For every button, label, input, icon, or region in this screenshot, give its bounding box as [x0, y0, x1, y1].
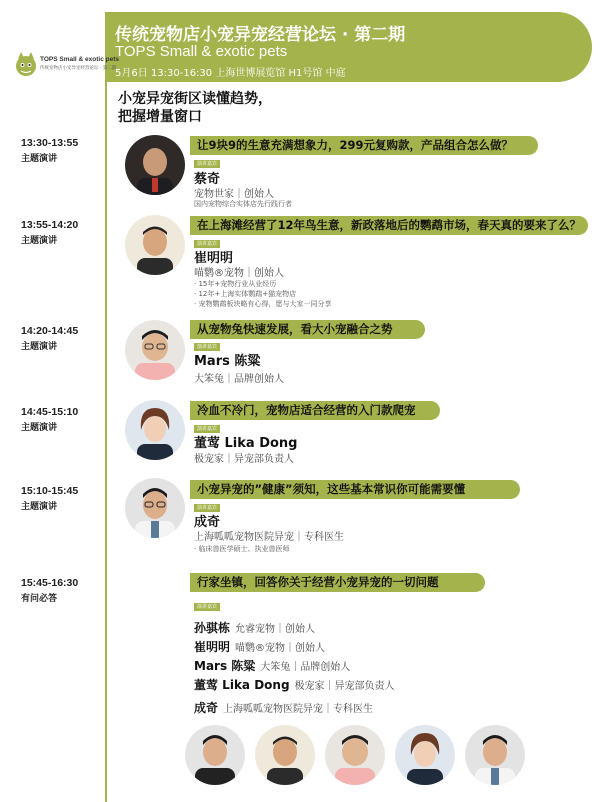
panel-member-name: 崔明明 [194, 640, 231, 654]
session-time: 15:10-15:45 [21, 485, 79, 497]
speaker-name: 成奇 [194, 515, 221, 530]
speaker-note: 国内宠物综合实体店先行践行者 [194, 200, 292, 208]
cat-mascot-icon [12, 50, 40, 78]
tops-logo [12, 44, 119, 84]
section-heading-line2: 把握增量窗口 [118, 109, 202, 125]
panel-member [194, 636, 325, 655]
section-heading-line1: 小宠异宠街区读懂趋势， [118, 91, 272, 107]
session-kind: 主题演讲 [21, 236, 58, 246]
session-topic: 小宠异宠的”健康”须知，这些基本常识你可能需要懂 [190, 480, 520, 499]
date-venue: 5月6日 13:30-16:30 上海世博展览馆 H1号馆 中庭 [115, 68, 346, 79]
panel-member-name: Mars 陈粱 [194, 659, 256, 673]
session-time: 14:45-15:10 [21, 406, 79, 418]
panel-member [194, 697, 373, 716]
speaker-role: 极宠家｜异宠部负责人 [194, 454, 294, 465]
panelist-photo [395, 725, 455, 785]
speaker-role: 大笨兔｜品牌创始人 [194, 374, 284, 385]
panel-member-role: 喵鹦®宠物｜创始人 [235, 643, 326, 654]
speaker-note: · 临床兽医学硕士、执业兽医师 [194, 545, 290, 553]
session-topic: 冷血不冷门，宠物店适合经营的入门款爬宠 [190, 401, 440, 420]
speaker-role: 宠物世家｜创始人 [194, 189, 274, 200]
speaker-name: 蔡奇 [194, 172, 221, 187]
panel-member-name: 董莺 Lika Dong [194, 678, 290, 692]
speaker-badge: 演讲嘉宾 [194, 240, 220, 248]
panel-member-role: 允睿宠物｜创始人 [235, 624, 316, 635]
session-kind: 主题演讲 [21, 342, 58, 352]
speaker-photo [125, 320, 185, 380]
speaker-name: 崔明明 [194, 251, 234, 266]
speaker-badge: 演讲嘉宾 [194, 343, 220, 351]
speaker-role: 上海呱呱宠物医院异宠｜专科医生 [194, 532, 344, 543]
panel-member-role: 大笨兔｜品牌创始人 [260, 662, 351, 673]
speaker-photo [125, 215, 185, 275]
panelist-photo [185, 725, 245, 785]
session-topic: 行家坐镇，回答你关于经营小宠异宠的一切问题 [190, 573, 485, 592]
session-time: 13:30-13:55 [21, 137, 79, 149]
speaker-note: · 宠物鹦鹉板块略有心得，愿与大家一同分享 [194, 300, 332, 308]
speaker-photo [125, 135, 185, 195]
session-time: 15:45-16:30 [21, 577, 79, 589]
panel-member [194, 674, 395, 693]
session-topic: 从宠物兔快速发展，看大小宠融合之势 [190, 320, 425, 339]
page-title: 传统宠物店小宠异宠经营论坛 · 第二期 [115, 25, 406, 45]
speaker-photo [125, 478, 185, 538]
panelist-photo [255, 725, 315, 785]
speaker-badge: 演讲嘉宾 [194, 425, 220, 433]
session-time: 14:20-14:45 [21, 325, 79, 337]
logo-text: TOPS Small & exotic pets [40, 56, 119, 63]
session-kind: 主题演讲 [21, 423, 58, 433]
panelist-photo [325, 725, 385, 785]
panelist-photo [465, 725, 525, 785]
speaker-name: Mars 陈粱 [194, 354, 261, 369]
session-kind: 主题演讲 [21, 154, 58, 164]
panel-member [194, 655, 350, 674]
speaker-note: · 12年+上海实体鹦鹉+猫宠物店 [194, 290, 297, 298]
page-subtitle: TOPS Small & exotic pets [115, 43, 288, 60]
session-topic: 在上海滩经营了12年鸟生意，新政落地后的鹦鹉市场，春天真的要来了么？ [190, 216, 588, 235]
panel-member [194, 617, 315, 636]
speaker-photo [125, 400, 185, 460]
timeline-line [105, 82, 107, 802]
logo-subtext: 传统宠物店小宠异宠经营论坛 · 第二期 [40, 66, 117, 71]
panel-member-role: 极宠家｜异宠部负责人 [294, 681, 395, 692]
session-time: 13:55-14:20 [21, 219, 79, 231]
speaker-note: · 15年+宠物行业从业经历 [194, 280, 277, 288]
session-kind: 主题演讲 [21, 502, 58, 512]
speaker-badge: 演讲嘉宾 [194, 160, 220, 168]
panel-member-role: 上海呱呱宠物医院异宠｜专科医生 [223, 704, 374, 715]
speaker-name: 董莺 Lika Dong [194, 436, 298, 451]
session-kind: 有问必答 [21, 594, 58, 604]
speaker-role: 喵鹦®宠物｜创始人 [194, 268, 284, 279]
speaker-badge: 演讲嘉宾 [194, 603, 220, 611]
panel-member-name: 孙骐栋 [194, 621, 231, 635]
panel-member-name: 成奇 [194, 701, 219, 715]
session-topic: 让9块9的生意充满想象力，299元复购款，产品组合怎么做？ [190, 136, 538, 155]
speaker-badge: 演讲嘉宾 [194, 504, 220, 512]
